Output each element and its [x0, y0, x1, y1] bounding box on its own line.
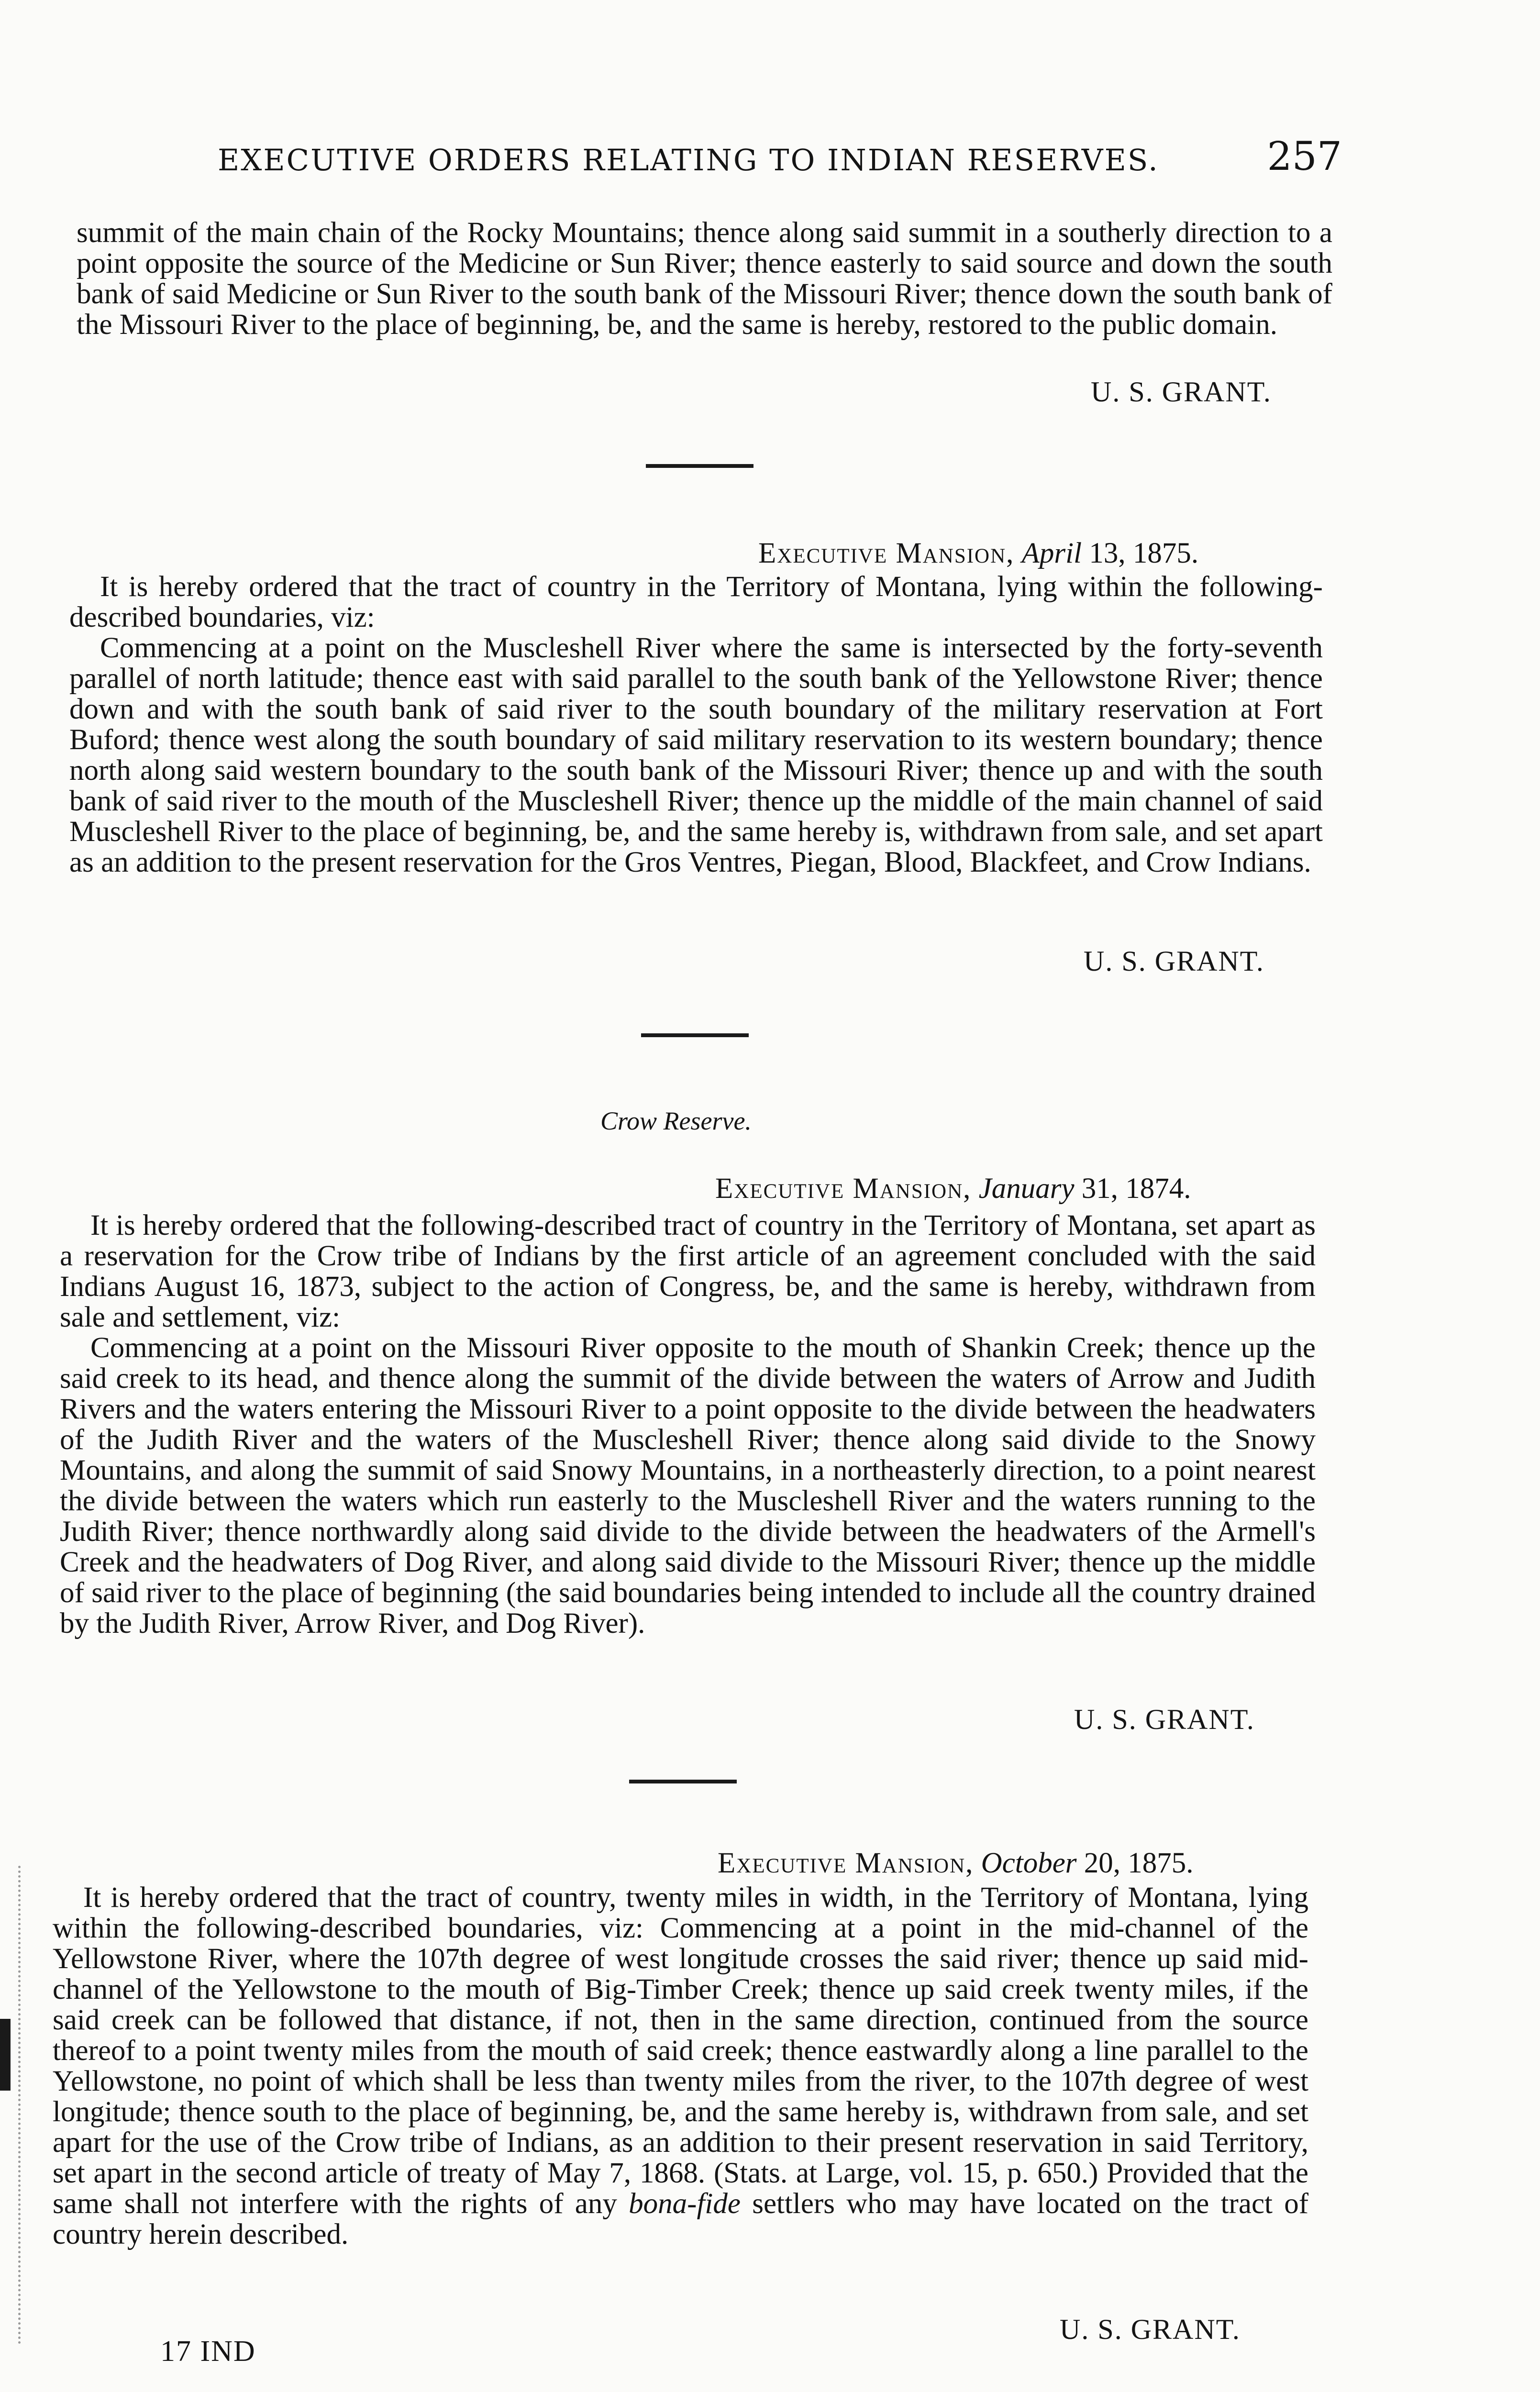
dateline-rest: 13, 1875. — [1089, 537, 1199, 569]
section-3-dateline — [715, 1172, 1191, 1206]
section-2-text — [69, 572, 1323, 878]
scan-margin-dots — [18, 1866, 23, 2344]
page-number: 257 — [1267, 134, 1342, 179]
section-2-intro: It is hereby ordered that the tract of country in the Territory of Montana, lying within the following-described boundaries, viz: — [69, 571, 1323, 633]
section-divider — [641, 1033, 749, 1037]
section-divider — [646, 464, 753, 468]
section-3-text — [60, 1210, 1316, 1639]
section-4-text — [53, 1883, 1308, 2250]
section-3-boundaries: Commencing at a point on the Missouri River opposite to the mouth of Shankin Creek; thence up the said creek to its head, and thence along the summit of the divide between the waters of Arrow and Judith Rivers and the waters entering the Missouri River to a point opposite to the divide between the headwaters of the Judith River and the waters of the Muscleshell River; thence along said divide to the Snowy Mountains, and along the summit of said Snowy Mountains, in a northeasterly direction, to a point nearest the divide between the waters which run easterly to the Muscleshell River and the waters running to the Judith River; thence northwardly along said divide to the divide between the headwaters of the Armell's Creek and the headwaters of Dog River, and along said divide to the Missouri River; thence up the middle of said river to the place of beginning (the said boundaries being intended to include all the country drained by the Judith River, Arrow River, and Dog River). — [60, 1332, 1316, 1639]
section-2-dateline — [758, 537, 1198, 570]
dateline-month: April — [1021, 537, 1082, 569]
crow-reserve-heading: Crow Reserve. — [600, 1107, 752, 1135]
dateline-rest: 20, 1875. — [1084, 1847, 1194, 1879]
section-2-boundaries: Commencing at a point on the Muscleshell River where the same is intersected by the forty-seventh parallel of north latitude; thence east with said parallel to the south bank of the Yellowstone River; thence down and with the south bank of said river to the south boundary of the military reservation at Fort Buford; thence west along the south boundary of said military reservation to its western boundary; thence north along said western boundary to the south bank of the Missouri River; thence up and with the south bank of said river to the mouth of the Muscleshell River; thence up the middle of the main channel of said Muscleshell River to the place of beginning, be, and the same hereby is, withdrawn from sale, and set apart as an addition to the present reservation for the Gros Ventres, Piegan, Blood, Blackfeet, and Crow Indians. — [69, 632, 1323, 878]
bona-fide-italic: bona-fide — [629, 2188, 741, 2220]
section-3-intro: It is hereby ordered that the following-described tract of country in the Territory of Montana, set apart as a reservation for the Crow tribe of Indians by the first article of an agreement concluded with the said Indians August 16, 1873, subject to the action of Congress, be, and the same is hereby, withdrawn from sale and settlement, viz: — [60, 1209, 1316, 1333]
section-3-signature: U. S. GRANT. — [1074, 1704, 1255, 1735]
dateline-rest: 31, 1874. — [1081, 1173, 1191, 1205]
section-4-body: It is hereby ordered that the tract of country, twenty miles in width, in the Territory of Montana, lying within the following-described boundaries, viz: Commencing at a point in the mid-channel of the Yellowstone River, where the 107th degree of west longitude crosses the said river; thence up said mid-channel of the Yellowstone to the mouth of Big-Timber Creek; thence up said creek twenty miles, if the said creek can be followed that distance, if not, then in the same direction, continued from the source thereof to a point twenty miles from the mouth of said creek; thence eastwardly along a line parallel to the Yellowstone, no point of which shall be less than twenty miles from the river, to the 107th degree of west longitude; thence south to the place of beginning, be, and the same hereby is, withdrawn from sale, and set apart for the use of the Crow tribe of Indians, as an addition to their present reservation in said Territory, set apart in the second article of treaty of May 7, 1868. (Stats. at Large, vol. 15, p. 650.) Provided that the same shall not interfere with the rights of any — [53, 1882, 1308, 2220]
section-1-paragraph: summit of the main chain of the Rocky Mountains; thence along said summit in a southerly direction to a point opposite the source of the Medicine or Sun River; thence easterly to said source and down the south bank of said Medicine or Sun River to the south bank of the Missouri River; thence down the south bank of the Missouri River to the place of beginning, be, and the same is hereby, restored to the public domain. — [77, 217, 1332, 341]
section-4-ending: settlers who may have located on the tract of country herein described. — [53, 2188, 1309, 2250]
running-title: EXECUTIVE ORDERS RELATING TO INDIAN RESERVES. — [218, 143, 1159, 177]
section-4-signature: U. S. GRANT. — [1060, 2314, 1241, 2345]
section-4-paragraph — [53, 1883, 1308, 2250]
dateline-prefix: Executive Mansion, — [718, 1847, 974, 1879]
signature-mark: 17 IND — [160, 2335, 256, 2368]
section-1-signature: U. S. GRANT. — [1091, 376, 1272, 408]
section-2-signature: U. S. GRANT. — [1084, 945, 1264, 977]
dateline-prefix: Executive Mansion, — [758, 537, 1015, 569]
section-divider — [629, 1780, 737, 1783]
dateline-month: October — [981, 1847, 1077, 1879]
dateline-month: January — [978, 1173, 1075, 1205]
scan-margin-mark — [0, 2019, 11, 2091]
page-header — [218, 134, 1342, 187]
section-4-dateline — [718, 1847, 1194, 1880]
section-1-text — [77, 218, 1332, 340]
dateline-prefix: Executive Mansion, — [715, 1173, 972, 1205]
